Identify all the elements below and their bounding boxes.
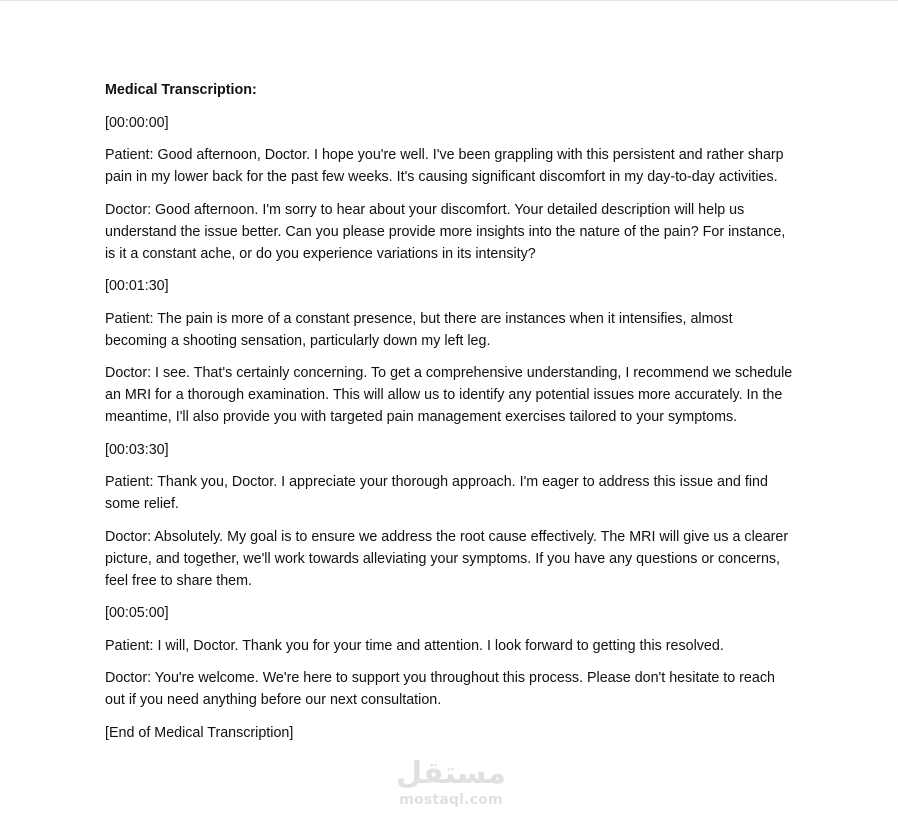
watermark-domain: mostaql.com xyxy=(399,792,503,808)
patient-line-3: Patient: Thank you, Doctor. I appreciate your thorough approach. I'm eager to address this issue and find some relief. xyxy=(105,474,768,512)
patient-line-2: Patient: The pain is more of a constant presence, but there are instances when it intensifies, almost becoming a shooting sensation, particularly down my left leg. xyxy=(105,310,733,349)
end-marker: [End of Medical Transcription] xyxy=(105,724,294,741)
document-body xyxy=(105,79,795,754)
mostaql-watermark xyxy=(392,757,510,813)
page-top-border xyxy=(0,0,898,1)
doctor-line-2: Doctor: I see. That's certainly concerning. To get a comprehensive understanding, I recommend we schedule an MRI for a thorough examination. This will allow us to identify any potential issues more accurately. In the meantime, I'll also provide you with targeted pain management exercises tailored to your symptoms. xyxy=(105,365,793,425)
timestamp-2: [00:03:30] xyxy=(105,441,169,458)
watermark-logo: مستقل xyxy=(396,756,506,791)
patient-line-4: Patient: I will, Doctor. Thank you for your time and attention. I look forward to getting this resolved. xyxy=(105,637,724,654)
doctor-line-4: Doctor: You're welcome. We're here to support you throughout this process. Please don't hesitate to reach out if you need anything before our next consultation. xyxy=(105,670,775,708)
timestamp-3: [00:05:00] xyxy=(105,605,169,621)
patient-line-1: Patient: Good afternoon, Doctor. I hope you're well. I've been grappling with this persistent and rather sharp pain in my lower back for the past few weeks. It's causing significant discomfort in my day-to-day activities. xyxy=(105,147,784,185)
doctor-line-1: Doctor: Good afternoon. I'm sorry to hear about your discomfort. Your detailed description will help us understand the issue better. Can you please provide more insights into the nature of the pain? For instance, is it a constant ache, or do you experience variations in its intensity? xyxy=(105,201,786,262)
doctor-line-3: Doctor: Absolutely. My goal is to ensure we address the root cause effectively. The MRI will give us a clearer picture, and together, we'll work towards alleviating your symptoms. If you have any questions or concerns, feel free to share them. xyxy=(105,528,789,589)
timestamp-1: [00:01:30] xyxy=(105,278,169,294)
document-title: Medical Transcription: xyxy=(105,82,257,98)
timestamp-0: [00:00:00] xyxy=(105,114,169,131)
